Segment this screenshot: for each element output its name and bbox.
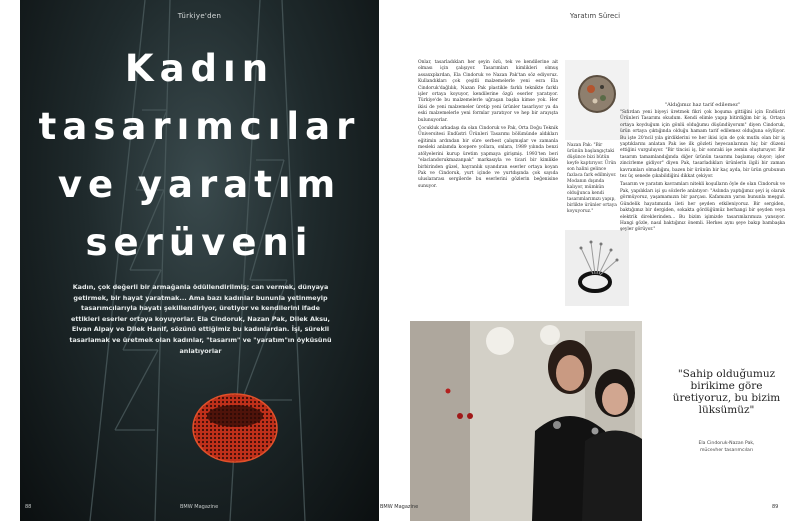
title-line: ve yaratım <box>57 163 342 206</box>
left-page <box>20 0 379 521</box>
attribution-name: Ela Cindoruk-Nazan Pak, <box>698 441 755 446</box>
red-lattice-sculpture <box>185 388 285 468</box>
body-column-1 <box>418 60 558 192</box>
body-paragraph: Onlar, tasarladıkları her şeyin özü, tek ve kendilerine ait olması için çalışıyor. Tasarımları kimlikleri olmuş assaxxplardan, Ela Cindoruk ve Nazan Pak'tan söz ediyoruz. Kullandıkları çok çeşitli malzemelerle yeni esra Ela Cindoruk'dağlılık, Nazan Pak plastikle farklı teknikte farklı işler ortaya koyuyor, kendilerine özgü eserler yaratıyor. Türkiye'de bu malzemelerle uğraşan başka kimse yok. Her ikisi de yeni malzemeler üretip yeni ürünler tasarlıyor ya da eski malzemelerle yeni formlar yaratıyor ve hep bir arayışta bulunuyorlar. <box>418 60 558 123</box>
body-column-3 <box>620 110 785 236</box>
page-number: 89 <box>772 504 779 510</box>
title-line: tasarımcılar <box>38 105 361 148</box>
section-label: Yaratım Süreci <box>569 12 621 20</box>
jewelry-photo-wire-ring <box>565 230 629 306</box>
quote-attribution <box>664 440 789 454</box>
attribution-role: mücevher tasarımcıları <box>699 448 754 453</box>
magazine-name: BMW Magazine <box>180 504 219 510</box>
designers-photo <box>410 321 642 521</box>
intro-paragraph: Kadın, çok değerli bir armağanla ödüllendirilmiş; can vermek, dünyaya getirmek, bir hayat yaratmak... Ama bazı kadınlar bununla yetinmeyip tasarımcılarıyla hayatı şekillendiriyor, üretiyor ve kendilerini ifade ettikleri eserler ortaya koyuyorlar. Ela Cindoruk, Nazan Pak, Dilek Aksu, Elvan Alpay ve Dilek Hanif, sözünü ettiğimiz bu kadınlardan. İşi, sürekli tasarlamak ve üretmek olan kadınlar, "tasarım" ve "yaratım"ın öyküsünü anlatıyorlar <box>69 283 332 355</box>
title-line: Kadın <box>124 47 275 90</box>
pull-quote: "Sahip olduğumuz birikime göre üretiyoruz, bu bizim lüksümüz" <box>672 368 781 416</box>
page-number: 88 <box>25 504 32 510</box>
body-paragraph: Tasarım ve yaratım kavramları nitekli koşulların öyle de olan Cindoruk ve Pak, yapılıkları işi şu sözlerle anlatıyor: "Aslında yaptığımız şeyi iş olarak görmüyoruz, yaşamamızın bir parçası. Kafamızın yarısı bununla meşgul. Gündelik hayatımızda ileti her şeyden etkileniyoruz. Bir sergiden, baktığımız bir dergiden, sokakta gördüğümüz herhangi bir şeyden veya elektrik direklerinden... Bu bizim işimizde tasarımlarımıza yansıyor. Hangi gözle, nasıl baktığınız önemli. Herkes aynı şeye bakıp bambaşka şeyler görüyor." <box>620 182 785 233</box>
subheading: "Aldığımız haz tarif edilemez" <box>664 102 741 108</box>
title-line: serüveni <box>85 221 314 264</box>
section-label: Türkiye'den <box>177 12 222 20</box>
right-page <box>380 0 800 521</box>
jewelry-caption: Nazan Pak: "Bir ürünün başlangıçtaki düşünce bizi bütün keyfe kaptırıyor. Ürün son halini gelince fazlaca fark edilmiyor. Modanın dışında kalıyor, mümkün olduğunca kendi tasarımlarımızı yapıp, birlikte ürünler ortaya koyuyoruz." <box>567 143 617 214</box>
magazine-name: BMW Magazine <box>380 504 419 510</box>
body-paragraph: "Sıfırdan yeni biyeyi üretmek fikri çok boşuma gittiğini için Endüstri Ürünleri Tasarımı okudum. Kendi elimle yapıp bitirdiğim bir iş. Ortaya ortaya koyduğum için gönlü olduğumu düşündüyorum" diyen Cindoruk, ürün ortaya çıktığında olduğu hamam tarif edilemez olduğuna söylüyor. Bu işte 20'ncil yıla girdiklerini ve her ikisi için de çok mutlu olan bir iş yaptıklarını anlatan Pak ise ilk gözleti heyecanlarının hiç bir düzeni ettiğini vurguluyor. "Bir tincisi iş, bir sonraki işe zemin oluşturuyor. Bir tasarım tamamlandığında diğer ürünün tasarımı başlamış oluyor; işler zincirleme gidiyor" diyen Pak, tasarladıkları ürünlerin ilgili bir zaman kavramları olmadığını, bazen bir ürünün bir kaç ayda, bir ürün grubunun tez üç senede çıkabildiğini dikkat çekiyor. <box>620 110 785 180</box>
article-title <box>20 40 379 272</box>
body-paragraph: Çocukluk arkadaşı da olan Cindoruk ve Pak, Orta Doğu Teknik Üniversitesi Endüstri Ürünleri Tasarımı bölümünde aldıkları eğitimin ardından bir süre serbest çalışmışlar ve zamanla mesleki anlamda koopere yollara, onlara, 1989 yılında benzi atölyelerini kurup üretim yapmaya girişmiş. 1993'ten beri "elaclandorukmazanpak" markasıyla ve ticari bir kimlikle birbirinden güzel, hayranlık uyandıran eserler ortaya koyan Pak ve Cindoruk, yurt içinde ve yurtdışında çok sayıda uluslararası sergilerde bu eserlerini gözlerin beğenisine sunuyor. <box>418 126 558 189</box>
